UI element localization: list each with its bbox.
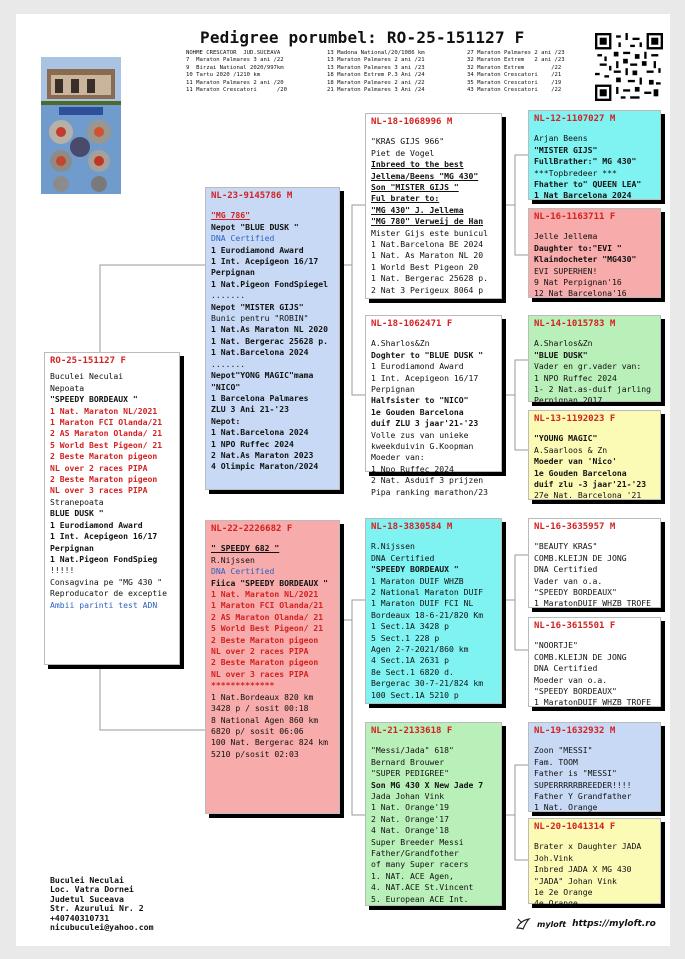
pedigree-text-line: "SPEEDY BORDEAUX" — [534, 587, 617, 598]
pedigree-text-line: 2 AS Maraton Olanda/ 21 — [50, 428, 163, 439]
pedigree-text-line: ************* — [211, 680, 275, 691]
pedigree-text-line: "KRAS GIJS 966" — [371, 136, 445, 147]
page-title: Pedigree porumbel: RO-25-151127 F — [200, 28, 525, 47]
pedigree-text-line: kweekduivin G.Koopman — [371, 441, 474, 452]
pedigree-text-line: Perpignan — [50, 542, 94, 553]
result-line: 34 Maraton Crescatori /21 — [467, 72, 562, 79]
pedigree-text-line: duif zlu -3 jaar'21-'23 — [534, 479, 647, 490]
result-line: 13 Madona National/20/1086 km — [327, 50, 425, 56]
pedigree-text-line: 5. European ACE Int. — [371, 893, 469, 904]
pedigree-text-line: Daughter to:"EVI " — [534, 242, 622, 253]
pedigree-text-line: 27e Nat. Barcelona '21 — [534, 490, 642, 501]
pedigree-text-line: 4 Olimpic Maraton/2024 — [211, 461, 319, 472]
result-line: 18 Maraton Extrem P.3 Ani /24 — [327, 72, 425, 79]
pedigree-text-line: Nepot "BLUE DUSK " — [211, 221, 299, 232]
ring-number: NL-21-2133618 F — [371, 726, 453, 736]
pedigree-text-line: 1 Eurodiamond Award — [211, 244, 304, 255]
brand-url[interactable]: https://myloft.ro — [572, 919, 656, 929]
pedigree-text-line: Bunic pentru "ROBIN" — [211, 313, 309, 324]
card-sire[interactable] — [205, 187, 340, 490]
pedigree-text-line: A.Sharlos&Zn — [534, 338, 593, 349]
result-line: 32 Maraton Extrem /22 — [467, 64, 562, 71]
pedigree-text-line: 1 Npo Ruffec 2024 — [371, 463, 454, 474]
qr-code — [595, 33, 663, 101]
pedigree-text-line: 2 Beste Maraton pigeon — [50, 474, 158, 485]
card-sire-sire[interactable] — [365, 113, 502, 299]
pedigree-text-line: Nepoata — [50, 382, 85, 393]
pedigree-text-line: Bordeaux 18-6-21/820 Km — [371, 609, 484, 620]
pedigree-text-line: 1 Nat.Barcelona BE 2024 — [371, 239, 484, 250]
pedigree-text-line: Fam. TOOM — [534, 756, 578, 767]
pedigree-text-line: SUPERRRRRBREEDER!!!! — [534, 779, 632, 790]
pedigree-text-line: Perpignan 2017 — [534, 395, 603, 406]
pedigree-text-line: COMB.KLEIJN DE JONG — [534, 552, 627, 563]
pedigree-text-line: Moeder van 'Nico' — [534, 456, 617, 467]
pedigree-text-line: 4e Orange — [534, 898, 578, 909]
pedigree-text-line: 1 Eurodiamond Award — [371, 361, 464, 372]
results-column-2 — [327, 50, 425, 94]
pedigree-text-line: Jelle Jellema — [534, 231, 598, 242]
card-lines — [534, 133, 655, 201]
pedigree-text-line: 4 Sect.1A 2631 p — [371, 655, 449, 666]
pedigree-text-line: 1e Gouden Barcelona — [371, 406, 464, 417]
ring-number: NL-20-1041314 F — [534, 822, 616, 832]
pedigree-text-line: 100 Nat. Bergerac 824 km — [211, 737, 328, 748]
pedigree-text-line: 1 Nat. Maraton NL/2021 — [211, 589, 319, 600]
pedigree-text-line: Son MG 430 X New Jade 7 — [371, 779, 484, 790]
pedigree-text-line: 1 Eurodiamond Award — [50, 519, 143, 530]
card-sire-dam[interactable] — [365, 315, 502, 497]
pedigree-text-line: Buculei Neculai — [50, 371, 124, 382]
card-sss[interactable] — [528, 110, 661, 200]
pedigree-text-line: "SPEEDY BORDEAUX" — [534, 686, 617, 697]
pedigree-text-line: 1 Nat. Bergerac 25628 p. — [211, 335, 328, 346]
result-line: 18 Maraton Palmares 2 ani /22 — [327, 79, 425, 86]
pedigree-text-line: 2 Nat. Orange'17 — [371, 813, 449, 824]
pedigree-text-line: FullBrather:" MG 430" — [534, 156, 637, 167]
pedigree-text-line: Stranepoata — [50, 496, 104, 507]
pedigree-text-line: 1 Barcelona Palmares — [211, 392, 309, 403]
pedigree-text-line: "NICO" — [211, 381, 241, 392]
brand-logo: myloft — [537, 919, 567, 929]
pedigree-text-line: 4 Nat. Orange'18 — [371, 825, 449, 836]
owner-email[interactable]: nicubuculei@yahoo.com — [50, 922, 154, 933]
card-lines — [534, 433, 655, 501]
pedigree-text-line: DNA Certified — [534, 564, 598, 575]
pedigree-text-line: Super Breeder Messi — [371, 836, 464, 847]
card-ddd[interactable] — [528, 818, 661, 909]
pigeon-logo-icon — [515, 916, 531, 932]
pedigree-text-line: 1 Nat. Orange — [534, 802, 598, 813]
pedigree-text-line: 4. NAT.ACE St.Vincent — [371, 882, 474, 893]
ring-number: NL-18-1062471 F — [371, 319, 453, 329]
result-line: 21 Maraton Palmares 3 Ani /24 — [327, 87, 425, 94]
pedigree-text-line: NL over 3 races PIPA — [211, 668, 309, 679]
pedigree-text-line: Inbreed to the best — [371, 159, 464, 170]
pedigree-text-line: Nepot "MISTER GIJS" — [211, 301, 304, 312]
result-line: 35 Maraton Crescatori /19 — [467, 79, 562, 86]
card-dam-sire[interactable] — [365, 518, 502, 704]
pedigree-text-line: "JADA" Johan Vink — [534, 875, 617, 886]
pedigree-text-line: 1 MaratonDUIF WHZB TROFE — [534, 697, 651, 708]
pedigree-text-line: 2 National Maraton DUIF — [371, 587, 484, 598]
pedigree-text-line: 1 Nat. As Maraton NL 20 — [371, 250, 484, 261]
pedigree-text-line: duif ZLU 3 jaar'21-'23 — [371, 418, 479, 429]
pedigree-text-line: 2 Beste Maraton pigeon — [211, 634, 319, 645]
card-dsd[interactable] — [528, 617, 661, 707]
card-subject[interactable] — [44, 352, 180, 665]
result-line: 32 Maraton Extrem 2 ani /23 — [467, 57, 565, 64]
pedigree-text-line: Mister Gijs este bunicul — [371, 227, 488, 238]
pedigree-text-line: Father/Grandfother — [371, 848, 459, 859]
pedigree-text-line: 1 Maraton FCI Olanda/21 — [211, 600, 324, 611]
ring-number: NL-18-3830584 M — [371, 522, 453, 532]
pedigree-text-line: 2 Nat. Asduif 3 prijzen — [371, 475, 484, 486]
card-dds[interactable] — [528, 722, 661, 812]
card-lines — [534, 841, 655, 909]
pedigree-text-line: Arjan Beens — [534, 133, 588, 144]
card-lines — [534, 338, 655, 406]
results-column-1 — [186, 50, 287, 94]
pedigree-text-line: Bernard Brouwer — [371, 756, 445, 767]
pedigree-text-line: Klaindocheter "MG430" — [534, 254, 637, 265]
card-dss[interactable] — [528, 518, 661, 608]
card-lines — [534, 640, 655, 708]
pedigree-text-line: Perpignan — [211, 267, 255, 278]
card-lines — [371, 338, 496, 498]
pedigree-text-line: ....... — [211, 358, 246, 369]
card-sdd[interactable] — [528, 410, 661, 500]
card-lines — [50, 371, 174, 611]
pedigree-text-line: EVI SUPERHEN! — [534, 265, 598, 276]
card-lines — [534, 541, 655, 609]
result-line: 7 Maraton Palmares 3 ani /22 — [186, 57, 284, 64]
pedigree-text-line: 1e 2e Orange — [534, 887, 593, 898]
owner-locality: Loc. Vatra Dornei — [50, 884, 134, 895]
pedigree-text-line: 1 Nat.Barcelona 2024 — [211, 347, 309, 358]
card-lines — [371, 541, 496, 701]
pedigree-text-line: BLUE DUSK " — [50, 508, 104, 519]
pedigree-text-line: COMB.KLEIJN DE JONG — [534, 651, 627, 662]
pedigree-text-line: Son "MISTER GIJS " — [371, 182, 459, 193]
pedigree-text-line: 5210 p/sosit 02:03 — [211, 748, 299, 759]
pedigree-text-line: 9 Nat Perpignan'16 — [534, 277, 622, 288]
owner-county: Judetul Suceava — [50, 893, 124, 904]
pedigree-text-line: 2 Nat 3 Perigeux 8064 p — [371, 284, 484, 295]
pedigree-text-line: 1 Nat.Pigeon FondSpiegel — [211, 278, 328, 289]
result-line: 11 Maraton Crescatori /20 — [186, 87, 288, 94]
card-lines — [211, 543, 334, 760]
pedigree-text-line: " SPEEDY 682 " — [211, 543, 280, 554]
pedigree-text-line: Volle zus van unieke — [371, 429, 469, 440]
pedigree-text-line: 8 National Agen 860 km — [211, 714, 319, 725]
pedigree-text-line: Nepot"YONG MAGIC"mama — [211, 370, 314, 381]
pedigree-text-line: ***Topbredeer *** — [534, 167, 617, 178]
pedigree-text-line: DNA Certified — [211, 233, 275, 244]
pedigree-text-line: R.Nijssen — [371, 541, 415, 552]
pedigree-text-line: A.Saarloos & Zn — [534, 444, 608, 455]
pedigree-text-line: 2 Nat.As Maraton 2023 — [211, 449, 314, 460]
pedigree-text-line: Jellema/Beens "MG 430" — [371, 170, 479, 181]
pedigree-text-line: Inbred JADA X MG 430 — [534, 864, 632, 875]
card-lines — [211, 210, 334, 472]
pedigree-text-line: 1 NPO Ruffec 2024 — [534, 372, 617, 383]
loft-collage-image — [41, 57, 121, 194]
pedigree-text-line: ....... — [211, 290, 246, 301]
card-dam-dam[interactable] — [365, 722, 502, 906]
pedigree-text-line: "MG 780" Verweij de Han — [371, 216, 484, 227]
pedigree-text-line: 1 Nat.Barcelona 2024 — [211, 427, 309, 438]
pedigree-text-line: ZLU 3 Ani 21-'23 — [211, 404, 289, 415]
pedigree-text-line: Pipa ranking marathon/23 — [371, 486, 488, 497]
ring-number: NL-12-1107027 M — [534, 114, 616, 124]
results-column-3 — [467, 50, 565, 94]
pedigree-text-line: Bergerac 30-7-21/824 km — [371, 678, 484, 689]
pedigree-text-line: 2 Beste Maraton pigeon — [211, 657, 319, 668]
result-line: NOHME CRESCATOR JUD.SUCEAVA — [186, 50, 281, 56]
pedigree-text-line: Joh.Vink — [534, 852, 573, 863]
card-dam[interactable] — [205, 520, 340, 814]
pedigree-text-line: 1 Maraton DUIF WHZB — [371, 575, 464, 586]
pedigree-text-line: "SUPER PEDIGREE" — [371, 768, 449, 779]
pedigree-text-line: Moeder van o.a. — [534, 674, 608, 685]
pedigree-text-line: 1- 2 Nat.as-duif jarling — [534, 384, 651, 395]
pedigree-text-line: A.Sharlos&Zn — [371, 338, 430, 349]
ring-number: NL-13-1192023 F — [534, 414, 616, 424]
pedigree-text-line: 1 Int. Acepigeon 16/17 — [211, 256, 319, 267]
pedigree-text-line: Father is "MESSI" — [534, 768, 617, 779]
pedigree-text-line: 5 World Best Pigeon/ 21 — [211, 623, 324, 634]
loft-photo — [41, 57, 121, 194]
card-lines — [534, 231, 655, 299]
pedigree-text-line: NL over 2 races PIPA — [50, 462, 148, 473]
pedigree-text-line: Jada Johan Vink — [371, 791, 445, 802]
pedigree-text-line: Doghter to "BLUE DUSK " — [371, 349, 484, 360]
pedigree-text-line: !!!!! — [50, 565, 75, 576]
ring-number: NL-16-3615501 F — [534, 621, 616, 631]
pedigree-text-line: Piet de Vogel — [371, 147, 435, 158]
result-line: 13 Maraton Palmares 2 ani /21 — [327, 57, 425, 64]
pedigree-text-line: Fhather to" QUEEN LEA" — [534, 179, 642, 190]
pedigree-text-line: NL over 3 races PIPA — [50, 485, 148, 496]
pedigree-text-line: DNA Certified — [534, 663, 598, 674]
pedigree-text-line: 1 Nat.As Maraton NL 2020 — [211, 324, 328, 335]
pedigree-text-line: 1 Maraton DUIF FCI NL — [371, 598, 474, 609]
pedigree-text-line: 1 Nat. Orange'19 — [371, 802, 449, 813]
pedigree-text-line: 3428 p / sosit 00:18 — [211, 703, 309, 714]
pedigree-text-line: 1 Nat.Pigeon FondSpieg — [50, 553, 158, 564]
ring-number: RO-25-151127 F — [50, 356, 126, 366]
card-sds[interactable] — [528, 315, 661, 406]
pedigree-text-line: 1e Gouden Barcelona — [534, 467, 627, 478]
pedigree-text-line: 8e Sect.1 6820 d. — [371, 666, 454, 677]
pedigree-text-line: Father Y Grandfather — [534, 791, 632, 802]
pedigree-text-line: "MG 430" J. Jellema — [371, 204, 464, 215]
pedigree-text-line: 5 World Best Pigeon/ 21 — [50, 439, 163, 450]
pedigree-text-line: Ambii parinti test ADN — [50, 599, 158, 610]
owner-street: Str. Azurului Nr. 2 — [50, 903, 144, 914]
pedigree-text-line: Nepot: — [211, 415, 241, 426]
pedigree-text-line: Vader en gr.vader van: — [534, 361, 642, 372]
pedigree-text-line: Ful brater to: — [371, 193, 440, 204]
owner-contact — [50, 876, 154, 932]
pedigree-text-line: 2 Beste Maraton pigeon — [50, 451, 158, 462]
card-ssd[interactable] — [528, 208, 661, 298]
pedigree-text-line: Agen 2-7-2021/860 km — [371, 644, 469, 655]
pedigree-text-line: DNA Certified — [371, 552, 435, 563]
pedigree-text-line: Halfsister to "NICO" — [371, 395, 469, 406]
pedigree-text-line: 1 Sect.1A 3428 p — [371, 621, 449, 632]
result-line: 10 Tartu 2020 /1210 km — [186, 72, 261, 79]
pedigree-text-line: "BEAUTY KRAS" — [534, 541, 598, 552]
pedigree-text-line: DNA Certified — [211, 566, 275, 577]
pedigree-text-line: Consagvina pe "MG 430 " — [50, 576, 163, 587]
pedigree-text-line: Perpignan — [371, 384, 415, 395]
pedigree-text-line: 1 MaratonDUIF WHZB TROFE — [534, 598, 651, 609]
pedigree-text-line: NL over 2 races PIPA — [211, 646, 309, 657]
pedigree-text-line: "SPEEDY BORDEAUX " — [371, 564, 459, 575]
pedigree-text-line: "MISTER GIJS" — [534, 144, 598, 155]
pedigree-text-line: 1 Int. Acepigeon 16/17 — [50, 531, 158, 542]
pedigree-text-line: "Messi/Jada" 618" — [371, 745, 454, 756]
pedigree-text-line: Brater x Daughter JADA — [534, 841, 642, 852]
pedigree-text-line: 1 Nat. Maraton NL/2021 — [50, 405, 158, 416]
ring-number: NL-18-1068996 M — [371, 117, 453, 127]
ring-number: NL-16-1163711 F — [534, 212, 616, 222]
pedigree-text-line: 100 Sect.1A 5210 p — [371, 689, 459, 700]
pedigree-text-line: 2 AS Maraton Olanda/ 21 — [211, 611, 324, 622]
pedigree-text-line: Fiica "SPEEDY BORDEAUX " — [211, 577, 328, 588]
result-line: 11 Maraton Palmares 2 ani /20 — [186, 79, 284, 86]
pedigree-text-line: "MG 786" — [211, 210, 250, 221]
pedigree-text-line: 1 Int. Acepigeon 16/17 — [371, 372, 479, 383]
pedigree-text-line: 1 Nat.Bordeaux 820 km — [211, 691, 314, 702]
pedigree-text-line: 6820 p/ sosit 06:06 — [211, 725, 304, 736]
ring-number: NL-14-1015783 M — [534, 319, 616, 329]
pedigree-text-line: 12 Nat Barcelona'16 — [534, 288, 627, 299]
result-line: 9 Birzai National 2020/997km — [186, 64, 284, 71]
pedigree-text-line: "BLUE DUSK" — [534, 349, 588, 360]
pedigree-text-line: Moeder van: — [371, 452, 425, 463]
result-line: 13 Maraton Palmares 3 ani /23 — [327, 64, 425, 71]
pedigree-text-line: 1 NPO Ruffec 2024 — [211, 438, 294, 449]
owner-phone: +40740310731 — [50, 912, 110, 923]
pedigree-text-line: "NOORTJE" — [534, 640, 578, 651]
ring-number: NL-23-9145786 M — [211, 191, 293, 201]
owner-name: Buculei Neculai — [50, 875, 124, 885]
pedigree-text-line: 5 Sect.1 228 p — [371, 632, 440, 643]
card-lines — [371, 745, 496, 905]
result-line: 43 Maraton Crescatori /22 — [467, 87, 562, 94]
ring-number: NL-19-1632932 M — [534, 726, 616, 736]
pedigree-text-line: Vader van o.a. — [534, 575, 603, 586]
pedigree-text-line: 1 World Best Pigeon 20 — [371, 261, 479, 272]
pedigree-text-line: 1. NAT. ACE Agen, — [371, 870, 454, 881]
ring-number: NL-22-2226682 F — [211, 524, 293, 534]
pedigree-text-line: R.Nijssen — [211, 554, 255, 565]
pedigree-text-line: 1 Maraton FCI Olanda/21 — [50, 417, 163, 428]
pedigree-text-line: 1 Nat. Bergerac 25628 p. — [371, 273, 488, 284]
card-lines — [534, 745, 655, 813]
brand-footer — [515, 916, 656, 932]
pedigree-text-line: "YOUNG MAGIC" — [534, 433, 598, 444]
result-line: 27 Maraton Palmares 2 ani /23 — [467, 50, 565, 56]
pedigree-text-line: of many Super racers — [371, 859, 469, 870]
pedigree-text-line: Reproducator de exceptie — [50, 588, 167, 599]
pedigree-text-line: Zoon "MESSI" — [534, 745, 593, 756]
card-lines — [371, 136, 496, 296]
pedigree-text-line: 1 Nat Barcelona 2024 — [534, 190, 632, 201]
pedigree-text-line: "SPEEDY BORDEAUX " — [50, 394, 138, 405]
ring-number: NL-16-3635957 M — [534, 522, 616, 532]
